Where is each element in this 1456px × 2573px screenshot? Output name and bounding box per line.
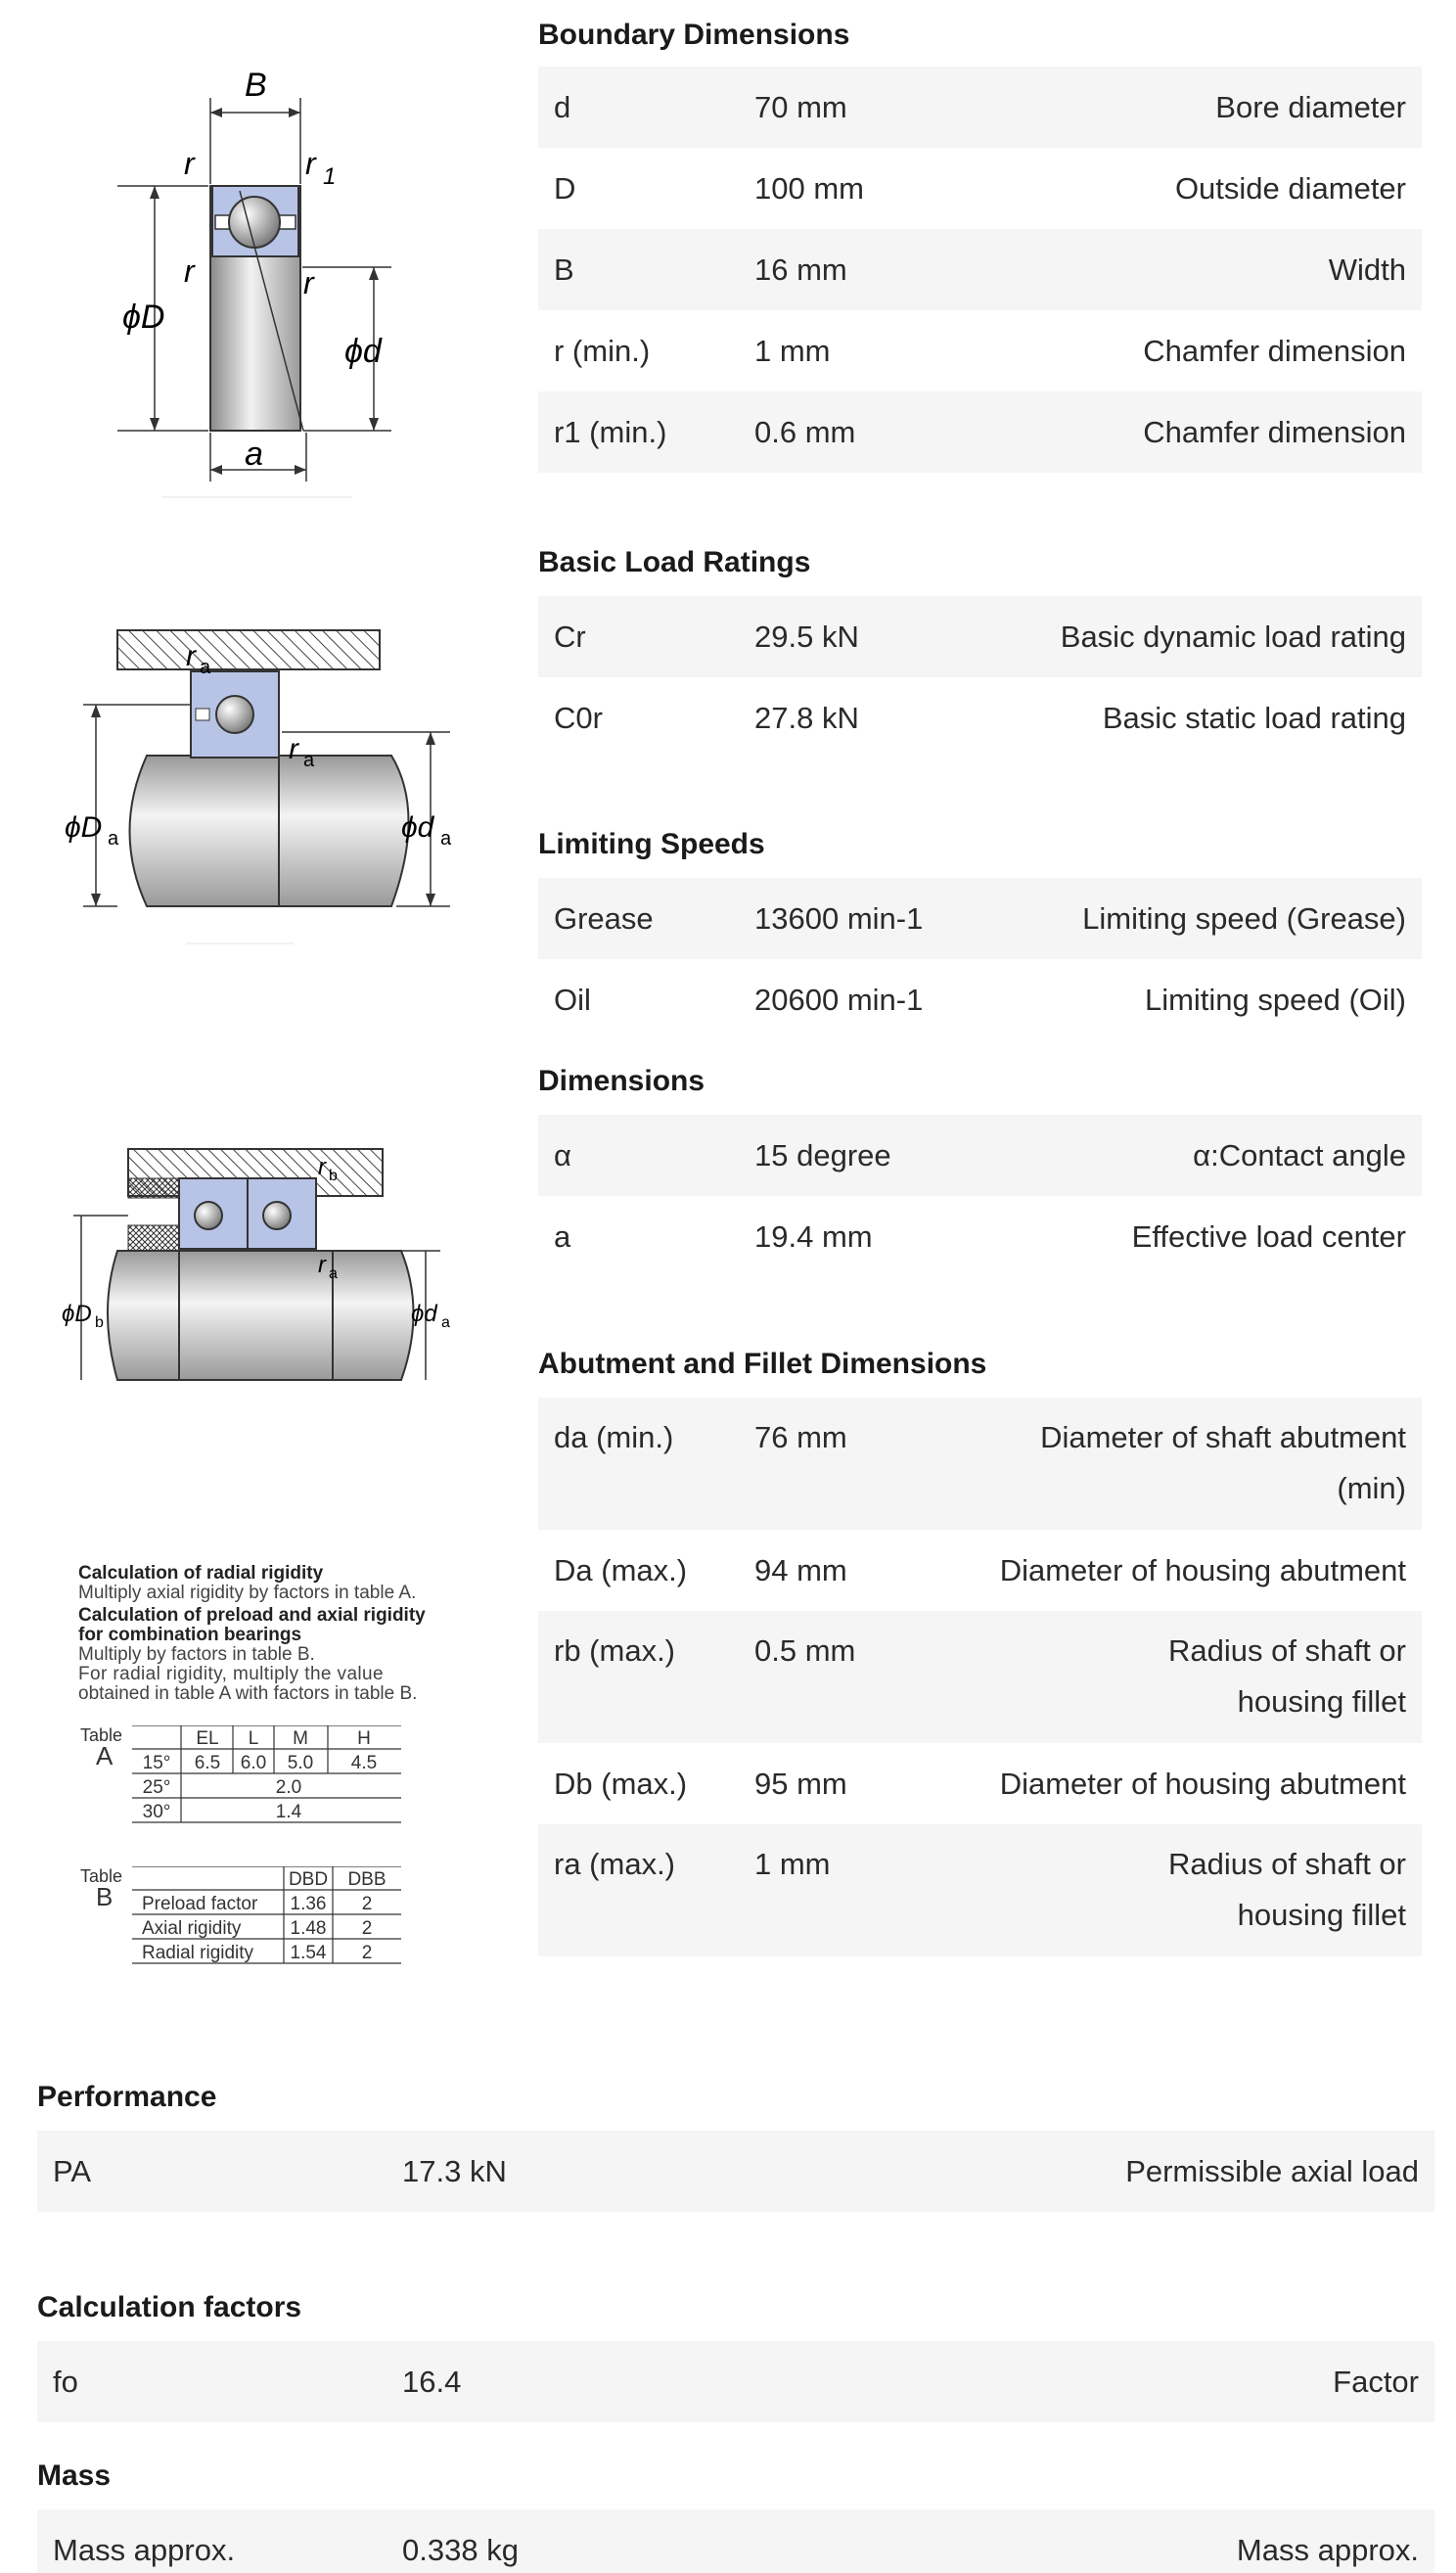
table-row: Da (max.) 94 mm Diameter of housing abutment (554, 1553, 1406, 1587)
bearing-section-figure (98, 59, 411, 509)
svg-text:a: a (440, 828, 452, 850)
table-a: Table A EL L M H 15° 6.5 6.0 5.0 4.5 25° 2.0 30° 1.4 (80, 1725, 378, 1822)
svg-text:6.5: 6.5 (194, 1753, 221, 1773)
svg-text:Axial rigidity: Axial rigidity (142, 1918, 242, 1939)
table-row: fo 16.4 Factor (37, 2341, 1434, 2422)
section-title: Dimensions (538, 1065, 705, 1097)
table-row: D 100 mm Outside diameter (554, 171, 1406, 206)
boundary-table (538, 67, 1422, 473)
section-title: Abutment and Fillet Dimensions (538, 1348, 987, 1380)
svg-text:DBB: DBB (347, 1869, 387, 1890)
table-row: ra (max.) 1 mm Radius of shaft or housing fillet (538, 1824, 1422, 1956)
svg-text:r: r (289, 733, 298, 765)
svg-text:1.54: 1.54 (290, 1943, 327, 1963)
svg-text:a: a (245, 436, 263, 473)
calc-section (37, 2286, 1434, 2422)
section-title: Performance (37, 2081, 217, 2113)
table-row: PA 17.3 kN Permissible axial load (37, 2131, 1434, 2212)
table-row: da (min.) 76 mm Diameter of shaft abutment (min) (538, 1398, 1422, 1530)
svg-text:r: r (303, 265, 314, 300)
table-row: Cr 29.5 kN Basic dynamic load rating (538, 596, 1422, 677)
svg-text:1: 1 (323, 163, 337, 190)
table-row: r1 (min.) 0.6 mm Chamfer dimension (538, 391, 1422, 473)
svg-text:4.5: 4.5 (350, 1753, 378, 1773)
svg-text:30°: 30° (142, 1802, 171, 1822)
table-row: α 15 degree α:Contact angle (538, 1115, 1422, 1196)
rigidity-notes: Calculation of radial rigidity Multiply axial rigidity by factors in table A. Calculation of preload and axial rigidity for combination bearings Multiply by factors in table B. For radial rigidity, multiply the value obtained in table A with factors in table B. Table A EL L M H 15° 6.5 6.0 5.0 4.5 25° 2.0 30° 1.4 Table B DBD DBB Preload factor 1.36 2 Axial rigidity 1.48 2 Radial rigidity 1.54 2 (78, 1564, 470, 1974)
svg-text:r: r (186, 640, 196, 672)
svg-text:ϕd: ϕd (344, 333, 382, 370)
svg-text:1.48: 1.48 (290, 1918, 327, 1939)
table-row: Grease 13600 min-1 Limiting speed (Grease) (538, 878, 1422, 959)
svg-text:Preload factor: Preload factor (142, 1894, 258, 1914)
svg-text:2: 2 (361, 1894, 373, 1914)
svg-text:5.0: 5.0 (287, 1753, 314, 1773)
mounting-figure-duplex (54, 1145, 465, 1390)
abutment-section (538, 1343, 1422, 1956)
svg-text:a: a (303, 750, 315, 771)
svg-text:2: 2 (361, 1943, 373, 1963)
svg-text:a: a (200, 657, 211, 678)
boundary-section (538, 14, 1422, 473)
section-title: Calculation factors (37, 2291, 302, 2323)
svg-text:ϕd: ϕd (411, 1301, 437, 1327)
svg-text:2.0: 2.0 (275, 1777, 302, 1798)
svg-text:DBD: DBD (288, 1869, 329, 1890)
fig1-label-B: B (245, 67, 267, 104)
svg-text:ϕD: ϕD (65, 811, 103, 844)
table-row: Oil 20600 min-1 Limiting speed (Oil) (554, 983, 1406, 1017)
svg-text:r: r (184, 146, 195, 181)
section-title: Boundary Dimensions (538, 19, 850, 51)
dims-section (538, 1060, 1422, 1277)
svg-text:1.4: 1.4 (275, 1802, 302, 1822)
svg-text:25°: 25° (142, 1777, 171, 1798)
table-row: C0r 27.8 kN Basic static load rating (554, 701, 1406, 735)
svg-text:M: M (293, 1728, 308, 1749)
mounting-figure-single (59, 617, 470, 969)
svg-text:L: L (248, 1728, 259, 1749)
speeds-section (538, 823, 1422, 1040)
svg-text:6.0: 6.0 (240, 1753, 267, 1773)
table-row: rb (max.) 0.5 mm Radius of shaft or housing fillet (538, 1611, 1422, 1743)
svg-text:ϕd: ϕd (401, 811, 434, 844)
load-section (538, 541, 1422, 758)
mass-table (37, 2509, 1434, 2573)
svg-text:r: r (318, 1154, 326, 1180)
svg-text:2: 2 (361, 1918, 373, 1939)
table-b: Table B DBD DBB Preload factor 1.36 2 Axial rigidity 1.48 2 Radial rigidity 1.54 2 (80, 1866, 387, 1963)
table-row: r (min.) 1 mm Chamfer dimension (554, 334, 1406, 368)
table-row: d 70 mm Bore diameter (538, 67, 1422, 148)
svg-text:a: a (329, 1265, 338, 1282)
svg-text:r: r (318, 1252, 326, 1278)
svg-text:EL: EL (196, 1728, 219, 1749)
table-row: Mass approx. 0.338 kg Mass approx. (37, 2509, 1434, 2573)
svg-text:a: a (441, 1314, 450, 1331)
svg-text:H: H (357, 1728, 371, 1749)
svg-text:1.36: 1.36 (290, 1894, 327, 1914)
performance-section (37, 2076, 1434, 2212)
calc-table (37, 2341, 1434, 2422)
svg-text:b: b (329, 1168, 338, 1184)
svg-text:Radial rigidity: Radial rigidity (142, 1943, 254, 1963)
table-row: a 19.4 mm Effective load center (554, 1219, 1406, 1254)
svg-text:ϕD: ϕD (62, 1301, 92, 1327)
svg-text:b: b (95, 1314, 104, 1331)
table-row: B 16 mm Width (538, 229, 1422, 310)
load-table (538, 596, 1422, 758)
abutment-table (538, 1398, 1422, 1956)
table-row: Db (max.) 95 mm Diameter of housing abutment (554, 1767, 1406, 1801)
speeds-table (538, 878, 1422, 1040)
section-title: Mass (37, 2459, 112, 2492)
svg-text:15°: 15° (142, 1753, 171, 1773)
performance-table (37, 2131, 1434, 2212)
mass-section (37, 2455, 1434, 2573)
section-title: Limiting Speeds (538, 828, 765, 860)
svg-text:a: a (108, 828, 119, 850)
svg-text:r: r (305, 146, 316, 181)
section-title: Basic Load Ratings (538, 546, 811, 578)
svg-text:r: r (184, 253, 195, 289)
svg-text:ϕD: ϕD (122, 299, 165, 336)
dims-table (538, 1115, 1422, 1277)
